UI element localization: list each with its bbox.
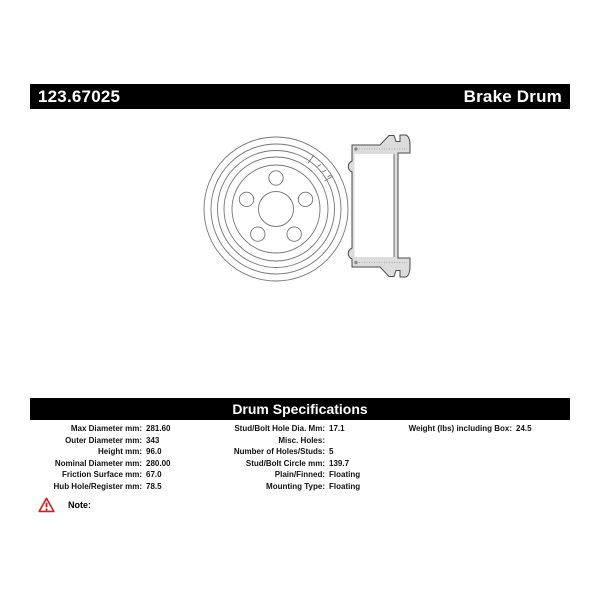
- spec-label: Mounting Type:: [266, 481, 325, 491]
- spec-row: [30, 458, 220, 470]
- spec-row: [30, 423, 220, 435]
- spec-label: Friction Surface mm:: [61, 470, 142, 479]
- spec-value: 139.7: [329, 458, 350, 468]
- spec-label: Height mm:: [98, 447, 142, 456]
- spec-column-studs: [220, 423, 410, 492]
- spec-value: [325, 435, 329, 447]
- spec-row: [220, 423, 410, 435]
- hub-hole: [259, 192, 294, 227]
- spec-row: [30, 435, 220, 447]
- spec-label: Nominal Diameter mm:: [54, 458, 142, 468]
- spec-value: 281.60: [146, 424, 171, 433]
- cross-section-cavity: [355, 154, 395, 257]
- spec-value: Floating: [329, 481, 361, 491]
- drum-cross-section: [348, 135, 410, 277]
- spec-label: Weight (lbs) including Box:: [408, 424, 512, 433]
- spec-value: Floating: [329, 470, 361, 479]
- note-row: [38, 497, 91, 513]
- note-label: Note:: [68, 500, 91, 510]
- spec-row: [220, 446, 410, 458]
- spec-value: 280.00: [146, 458, 171, 468]
- spec-value: 5: [329, 447, 334, 456]
- spec-label: Hub Hole/Register mm:: [53, 481, 142, 491]
- spec-label: Misc. Holes:: [278, 435, 325, 445]
- technical-drawing: [195, 125, 430, 295]
- drum-front-view: [204, 137, 348, 281]
- spec-label: Outer Diameter mm:: [65, 435, 142, 445]
- spec-value: 67.0: [146, 470, 162, 479]
- spec-value: 24.5: [516, 424, 532, 433]
- spec-row: [30, 446, 220, 458]
- spec-value: 96.0: [146, 447, 162, 456]
- spec-row: [220, 481, 410, 493]
- spec-row: [30, 469, 220, 481]
- spec-row: [30, 481, 220, 493]
- spec-value: 343: [146, 435, 160, 445]
- spec-label: Number of Holes/Studs:: [233, 447, 325, 456]
- spec-row: [220, 458, 410, 470]
- header-bar: [30, 84, 570, 109]
- product-name: Brake Drum: [463, 86, 562, 106]
- spec-label: Stud/Bolt Hole Dia. Mm:: [234, 424, 325, 433]
- spec-label: Stud/Bolt Circle mm:: [245, 458, 325, 468]
- spec-row: [400, 423, 590, 435]
- lug-holes: [239, 171, 312, 242]
- spec-value: 17.1: [329, 424, 345, 433]
- spec-label: Plain/Finned:: [274, 470, 325, 479]
- warning-icon: [38, 497, 55, 513]
- spec-column-weight: [400, 423, 590, 435]
- rim-stamp-marks: [308, 155, 333, 181]
- part-number: 123.67025: [38, 86, 121, 106]
- spec-section-title: Drum Specifications: [232, 401, 368, 417]
- spec-row: [220, 469, 410, 481]
- spec-section-bar: [30, 398, 570, 420]
- spec-row: [220, 435, 410, 447]
- spec-value: 78.5: [146, 481, 162, 491]
- spec-column-dimensions: [30, 423, 220, 492]
- spec-label: Max Diameter mm:: [70, 424, 142, 433]
